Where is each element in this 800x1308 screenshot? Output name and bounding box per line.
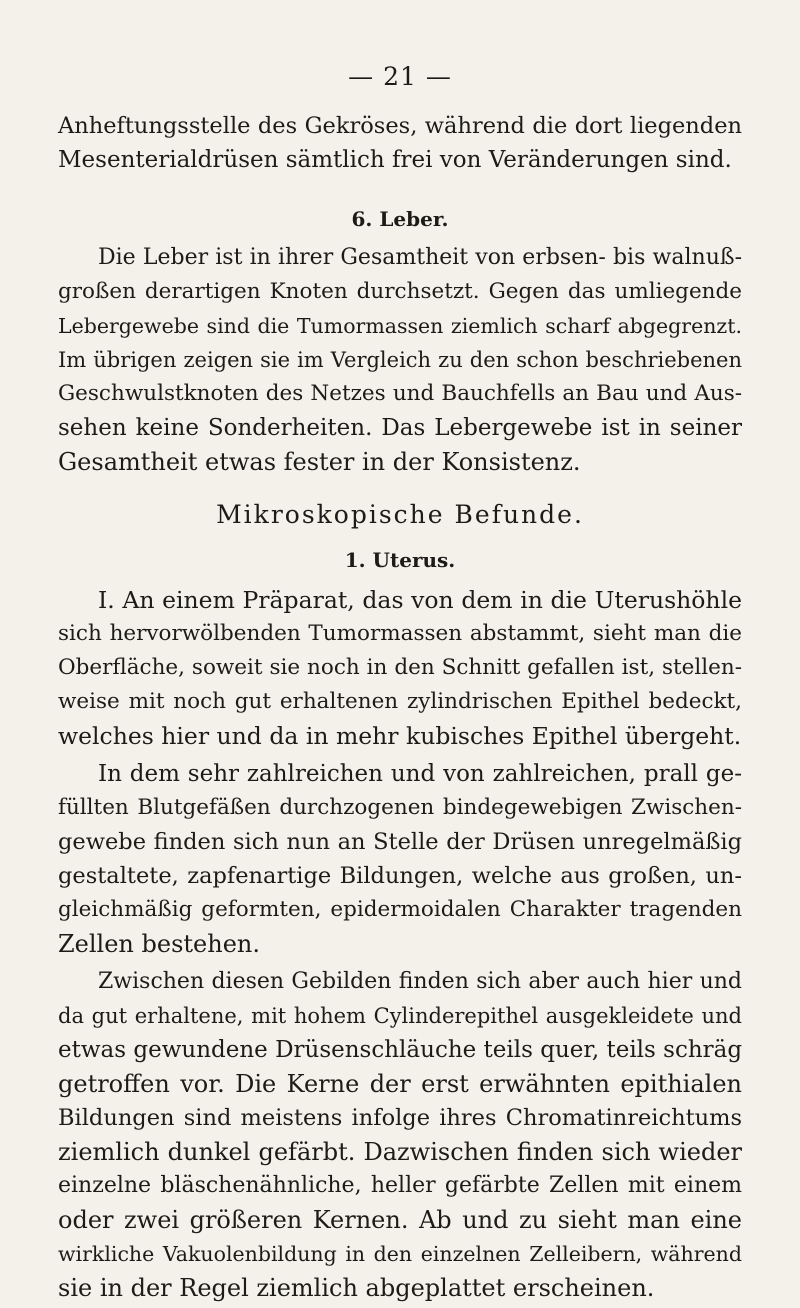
text-line: großen derartigen Knoten durchsetzt. Gegen das umliegende (58, 279, 742, 304)
text-line: Mesenterialdrüsen sämtlich frei von Veränderungen sind. (58, 147, 732, 173)
section-heading-leber: 6. Leber. (351, 207, 449, 231)
text-line: Zellen bestehen. (58, 930, 260, 958)
text-line: da gut erhaltene, mit hohem Cylinderepithel ausgekleidete und (58, 1004, 742, 1028)
text-line: getroffen vor. Die Kerne der erst erwähnten epithialen (58, 1070, 742, 1098)
text-line: welches hier und da in mehr kubisches Epithel übergeht. (58, 722, 742, 750)
text-line: wirkliche Vakuolenbildung in den einzelnen Zelleibern, während (58, 1242, 742, 1266)
text-line: oder zwei größeren Kernen. Ab und zu sieht man eine (58, 1206, 742, 1234)
subsection-heading-uterus: 1. Uterus. (344, 548, 456, 572)
text-line: Zwischen diesen Gebilden finden sich aber auch hier und (98, 969, 742, 994)
text-line: ziemlich dunkel gefärbt. Dazwischen finden sich wieder (58, 1138, 742, 1166)
text-line: Bildungen sind meistens infolge ihres Chromatinreichtums (58, 1105, 742, 1131)
text-line: Geschwulstknoten des Netzes und Bauchfells an Bau und Aus- (58, 381, 742, 406)
text-line: Anheftungsstelle des Gekröses, während die dort liegenden (58, 113, 742, 139)
text-line: Die Leber ist in ihrer Gesamtheit von erbsen- bis walnuß- (98, 245, 742, 270)
page-number: — 21 — (348, 62, 452, 91)
text-line: Im übrigen zeigen sie im Vergleich zu den schon beschriebenen (58, 348, 742, 372)
text-line: füllten Blutgefäßen durchzogenen bindegewebigen Zwischen- (58, 795, 742, 820)
text-line: weise mit noch gut erhaltenen zylindrischen Epithel bedeckt, (58, 689, 742, 714)
text-line: Gesamtheit etwas fester in der Konsistenz. (58, 448, 581, 476)
text-line: sich hervorwölbenden Tumormassen abstammt, sieht man die (58, 621, 742, 646)
text-line: gestaltete, zapfenartige Bildungen, welche aus großen, un- (58, 863, 742, 889)
section-heading-mikroskopische-befunde: Mikroskopische Befunde. (216, 500, 584, 529)
text-line: sehen keine Sonderheiten. Das Lebergewebe ist in seiner (58, 415, 742, 441)
text-line: sie in der Regel ziemlich abgeplattet erscheinen. (58, 1274, 655, 1302)
text-line: gewebe finden sich nun an Stelle der Drüsen unregelmäßig (58, 829, 742, 855)
text-line: Lebergewebe sind die Tumormassen ziemlich scharf abgegrenzt. (58, 314, 742, 338)
text-line: Oberfläche, soweit sie noch in den Schnitt gefallen ist, stellen- (58, 655, 742, 680)
text-line: gleichmäßig geformten, epidermoidalen Charakter tragenden (58, 897, 742, 922)
text-line: einzelne bläschenähnliche, heller gefärbte Zellen mit einem (58, 1173, 742, 1198)
text-line: I. An einem Präparat, das von dem in die Uterushöhle (98, 586, 742, 614)
text-line: etwas gewundene Drüsenschläuche teils quer, teils schräg (58, 1037, 743, 1063)
text-line: In dem sehr zahlreichen und von zahlreichen, prall ge- (98, 761, 742, 787)
